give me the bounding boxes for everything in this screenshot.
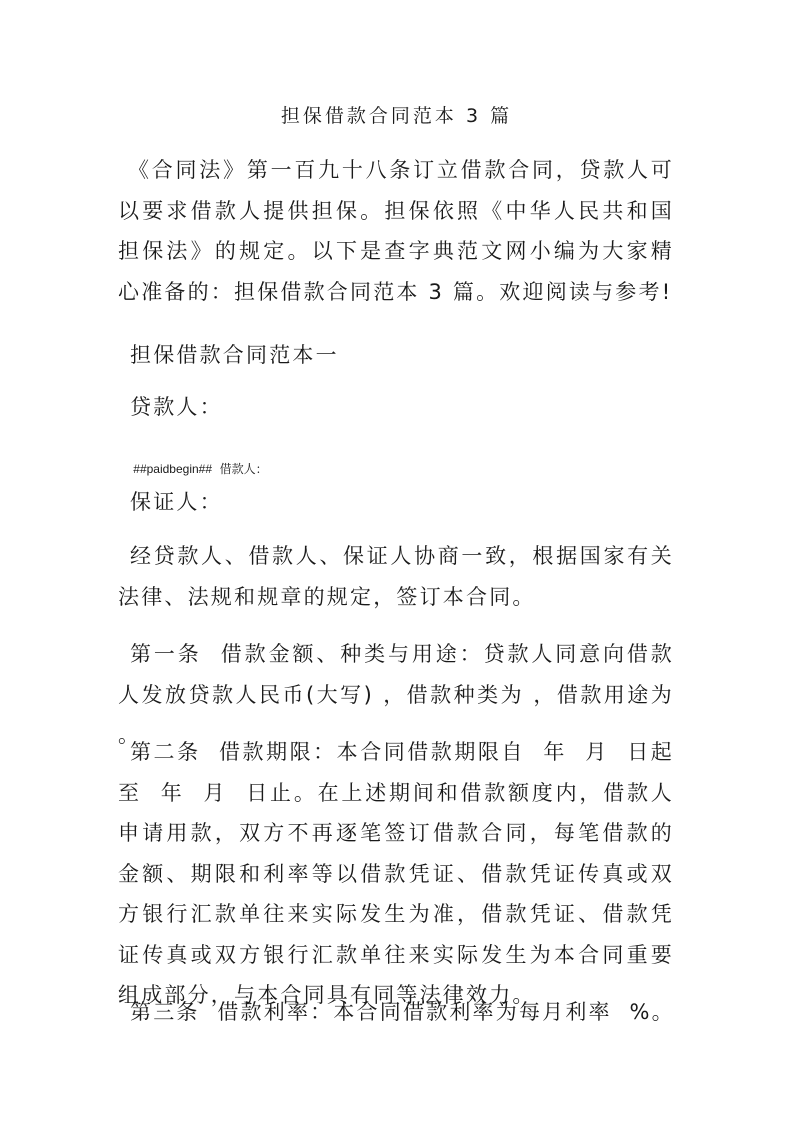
guarantor-label: 保证人： [130, 490, 223, 514]
lender-label: 贷款人： [130, 395, 223, 419]
borrower-label: 借款人： [219, 462, 268, 476]
preamble-paragraph: 经贷款人、借款人、保证人协商一致，根据国家有关法律、法规和规章的规定，签订本合同。 [118, 544, 674, 609]
document-title: 担保借款合同范本 3 篇 [280, 105, 513, 127]
article-1: 第一条 借款金额、种类与用途：贷款人同意向借款人发放贷款人民币(大写) ，借款种类为 ，借款用途为 。 [118, 642, 683, 747]
article-2: 第二条 借款期限：本合同借款期限自 年 月 日起至 年 月 日止。在上述期间和借款额度内，借款人申请用款，双方不再逐笔签订借款合同，每笔借款的金额、期限和利率等以借款凭证、借款凭证传真或双方银行汇款单往来实际发生为准，借款凭证、借款凭证传真或双方银行汇款单往来实际发生为本合同重要组成部分，与本合同具有同等法律效力。 [118, 740, 674, 1007]
paid-begin-marker: ##paidbegin## [133, 462, 213, 476]
article-3: 第三条 借款利率：本合同借款利率为每月利率 %。 [130, 1000, 675, 1024]
intro-paragraph: 《合同法》第一百九十八条订立借款合同，贷款人可以要求借款人提供担保。担保依照《中华人民共和国担保法》的规定。以下是查字典范文网小编为大家精心准备的：担保借款合同范本 3 篇。欢迎阅读与参考! [118, 158, 674, 304]
section-heading: 担保借款合同范本一 [130, 343, 339, 367]
